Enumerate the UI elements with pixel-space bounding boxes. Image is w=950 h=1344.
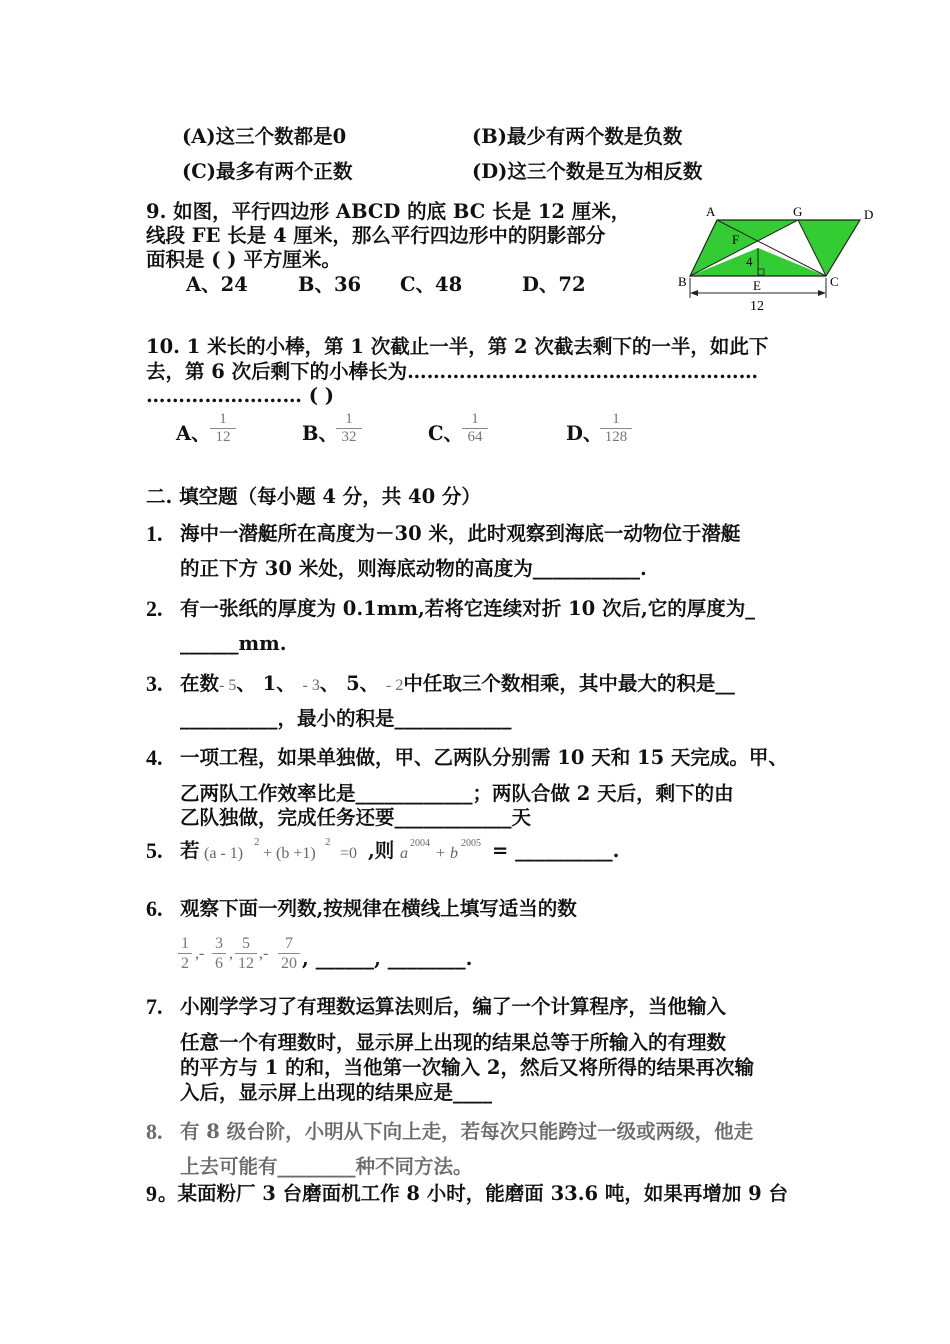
f1-line-2: 的正下方 30 米处，则海底动物的高度为___________.	[180, 557, 647, 580]
q10-option-c-label: C、	[428, 422, 464, 445]
f2-number: 2.	[146, 596, 163, 621]
f5-exp-2: 2	[325, 836, 331, 848]
f6-number: 6.	[146, 896, 163, 921]
q10-option-c-fraction: $\frac{1}{64}$	[462, 411, 488, 446]
f3-number: 3.	[146, 671, 163, 696]
f3-text-4: 中任取三个数相乘，其中最大的积是__	[403, 672, 735, 695]
f2-line-2: ______mm.	[180, 632, 287, 655]
f8-line-2: 上去可能有________种不同方法。	[180, 1155, 473, 1178]
f4-line-1: 一项工程，如果单独做，甲、乙两队分别需 10 天和 15 天完成。甲、	[180, 746, 788, 769]
f5-plus-2: +	[436, 845, 446, 862]
f5-expr-1: (a - 1)	[204, 845, 244, 862]
f5-text-1: 若	[180, 839, 200, 862]
q9-option-c: C、48	[400, 273, 463, 296]
label-c: C	[830, 274, 839, 289]
f4-line-2: 乙两队工作效率比是____________；两队合做 2 天后，剩下的由	[180, 782, 734, 805]
f2-line-1: 有一张纸的厚度为 0.1mm,若将它连续对折 10 次后,它的厚度为_	[180, 597, 756, 620]
f6-fraction-4: $\frac{7}{20}$	[278, 934, 300, 973]
f6-line-1: 观察下面一列数,按规律在横线上填写适当的数	[180, 897, 577, 920]
q9-option-b: B、36	[298, 273, 362, 296]
q10-line-3: …………………… ( )	[146, 384, 335, 407]
q9-line-2: 线段 FE 长是 4 厘米，那么平行四边形中的阴影部分	[146, 224, 606, 247]
f1-number: 1.	[146, 521, 163, 546]
f7-line-3: 的平方与 1 的和，当他第一次输入 2，然后又将所得的结果再次输	[180, 1056, 755, 1079]
f7-line-1: 小刚学学习了有理数运算法则后，编了一个计算程序，当他输入	[180, 995, 727, 1018]
f4-line-3: 乙队独做，完成任务还要____________天	[180, 806, 532, 829]
label-12: 12	[750, 299, 764, 314]
f5-number: 5.	[146, 838, 163, 863]
q9-line-1: 9. 如图，平行四边形 ABCD 的底 BC 长是 12 厘米，	[146, 200, 631, 223]
f6-sign-3: ,	[229, 945, 233, 962]
f5-plus-1: +	[263, 845, 273, 862]
q10-line-2: 去，第 6 次后剩下的小棒长为………………………………………………	[146, 360, 759, 383]
label-4: 4	[746, 254, 753, 269]
f6-sign-2: ,-	[195, 945, 205, 962]
f9-line-1: 。某面粉厂 3 台磨面机工作 8 小时，能磨面 33.6 吨，如果再增加 9 台	[158, 1182, 789, 1205]
f6-sign-4: ,-	[259, 945, 269, 962]
label-a: A	[706, 204, 716, 219]
f3-line-2: __________，最小的积是____________	[180, 707, 512, 730]
q10-option-d-fraction: $\frac{1}{128}$	[600, 411, 632, 446]
q9-option-d: D、72	[522, 273, 586, 296]
f5-exp-1: 2	[254, 836, 260, 848]
q8-option-b: (B)最少有两个数是负数	[472, 125, 683, 148]
q8-option-a: (A)这三个数都是0	[182, 125, 347, 148]
f5-exp-a: 2004	[410, 838, 430, 849]
f5-text-2: ,则	[368, 839, 395, 862]
f5-expr-2: (b +1)	[276, 845, 316, 862]
f5-text-3: = __________.	[492, 839, 620, 862]
label-e: E	[753, 278, 761, 293]
q10-line-1: 10. 1 米长的小棒，第 1 次截止一半，第 2 次截去剩下的一半，如此下	[146, 335, 769, 358]
label-f: F	[732, 232, 740, 247]
f8-line-1: 有 8 级台阶，小明从下向上走，若每次只能跨过一级或两级，他走	[180, 1120, 754, 1143]
f7-line-4: 入后，显示屏上出现的结果应是____	[180, 1081, 493, 1104]
f5-eq-0: =0	[340, 845, 358, 862]
f3-value-3: - 2	[385, 677, 404, 694]
q10-option-b-fraction: $\frac{1}{32}$	[336, 411, 362, 446]
f8-number: 8.	[146, 1119, 163, 1144]
f5-a: a	[400, 845, 408, 862]
q8-option-c: (C)最多有两个正数	[182, 160, 353, 183]
f9-number: 9	[146, 1181, 157, 1206]
f3-text-3: 、 5、	[319, 672, 380, 695]
f7-line-2: 任意一个有理数时，显示屏上出现的结果总等于所输入的有理数	[180, 1031, 727, 1054]
f3-text-1: 在数	[180, 672, 220, 695]
label-g: G	[793, 204, 803, 219]
q10-option-a-fraction: $\frac{1}{12}$	[210, 411, 236, 446]
f3-value-2: - 3	[302, 677, 320, 694]
parallelogram-figure	[670, 198, 885, 316]
q9-option-a: A、24	[186, 273, 248, 296]
q8-option-d: (D)这三个数是互为相反数	[472, 160, 703, 183]
q10-option-a-label: A、	[176, 422, 211, 445]
q10-option-d-label: D、	[566, 422, 603, 445]
q10-option-b-label: B、	[302, 422, 338, 445]
shaded-triangle-right	[798, 220, 860, 276]
f4-number: 4.	[146, 745, 163, 770]
section-2-title: 二. 填空题（每小题 4 分，共 40 分）	[146, 485, 481, 508]
f5-b: b	[450, 845, 458, 862]
f1-line-1: 海中一潜艇所在高度为－30 米，此时观察到海底一动物位于潜艇	[180, 522, 741, 545]
q9-line-3: 面积是 ( ) 平方厘米。	[146, 248, 341, 271]
f6-tail: , ______, ________.	[302, 947, 473, 970]
f7-number: 7.	[146, 994, 163, 1019]
f6-fraction-2: $\frac{3}{6}$	[212, 934, 226, 973]
f3-value-1: - 5	[219, 677, 237, 694]
f6-fraction-3: $\frac{5}{12}$	[235, 934, 257, 973]
label-b: B	[678, 274, 687, 289]
f6-fraction-1: $\frac{1}{2}$	[178, 934, 192, 973]
f5-exp-b: 2005	[461, 838, 481, 849]
label-d: D	[864, 207, 874, 222]
f3-text-2: 、 1、	[236, 672, 296, 695]
f3-line-1	[180, 671, 735, 699]
